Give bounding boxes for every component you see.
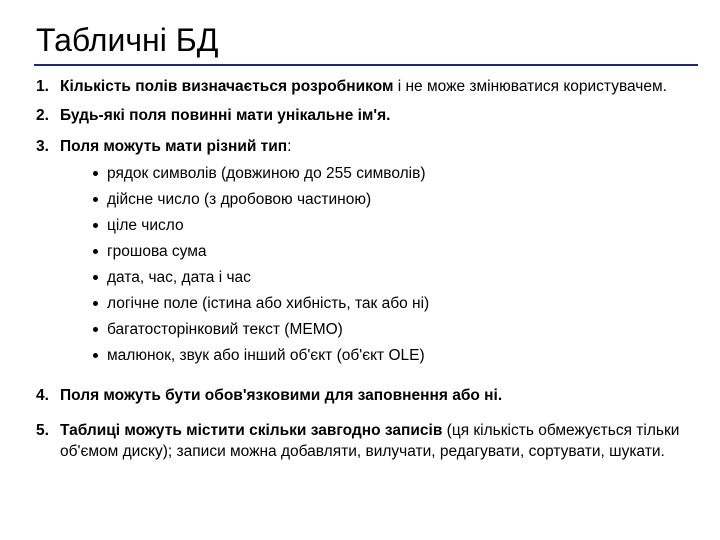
list-item (36, 105, 686, 126)
bullet-item: ціле число (93, 213, 686, 239)
item-bold-text: Будь-які поля повинні мати унікальне ім'я. (60, 107, 391, 124)
bullet-icon (93, 171, 98, 176)
slide-content (36, 76, 686, 462)
list-item (36, 385, 686, 406)
list-item (36, 76, 686, 97)
bullet-item: рядок символів (довжиною до 255 символів) (93, 161, 686, 187)
bullet-item: дійсне число (з дробовою частиною) (93, 187, 686, 213)
item-number: 3. (36, 138, 49, 155)
item-text: (ця кількість обмежується тільки об'ємом диску); записи можна добавляти, вилучати, редагувати, сортувати, шукати. (60, 422, 680, 460)
item-number: 5. (36, 422, 49, 439)
bullet-item: малюнок, звук або інший об'єкт (об'єкт OLE) (93, 343, 686, 369)
item-text: і не може змінюватися користувачем. (393, 78, 667, 95)
item-bold-text: Таблиці можуть містити скільки завгодно записів (60, 422, 443, 439)
list-item (36, 420, 686, 462)
field-types-list (36, 161, 686, 369)
bullet-icon (93, 301, 98, 306)
item-number: 4. (36, 387, 49, 404)
item-bold-text: Поля можуть бути обов'язковими для заповнення або ні. (60, 387, 503, 404)
bullet-icon (93, 353, 98, 358)
slide-title: Табличні БД (36, 22, 219, 58)
bullet-item: багатосторінковий текст (MEMO) (93, 317, 686, 343)
bullet-icon (93, 223, 98, 228)
bullet-icon (93, 275, 98, 280)
list-item (36, 136, 686, 157)
bullet-icon (93, 249, 98, 254)
item-number: 1. (36, 78, 49, 95)
bullet-item: дата, час, дата і час (93, 265, 686, 291)
bullet-item: грошова сума (93, 239, 686, 265)
item-text: : (287, 138, 292, 155)
item-bold-text: Поля можуть мати різний тип (60, 138, 288, 155)
bullet-icon (93, 197, 98, 202)
item-number: 2. (36, 107, 49, 124)
title-divider (34, 64, 698, 66)
item-bold-text: Кількість полів визначається розробником (60, 78, 394, 95)
bullet-icon (93, 327, 98, 332)
bullet-item: логічне поле (істина або хибність, так або ні) (93, 291, 686, 317)
